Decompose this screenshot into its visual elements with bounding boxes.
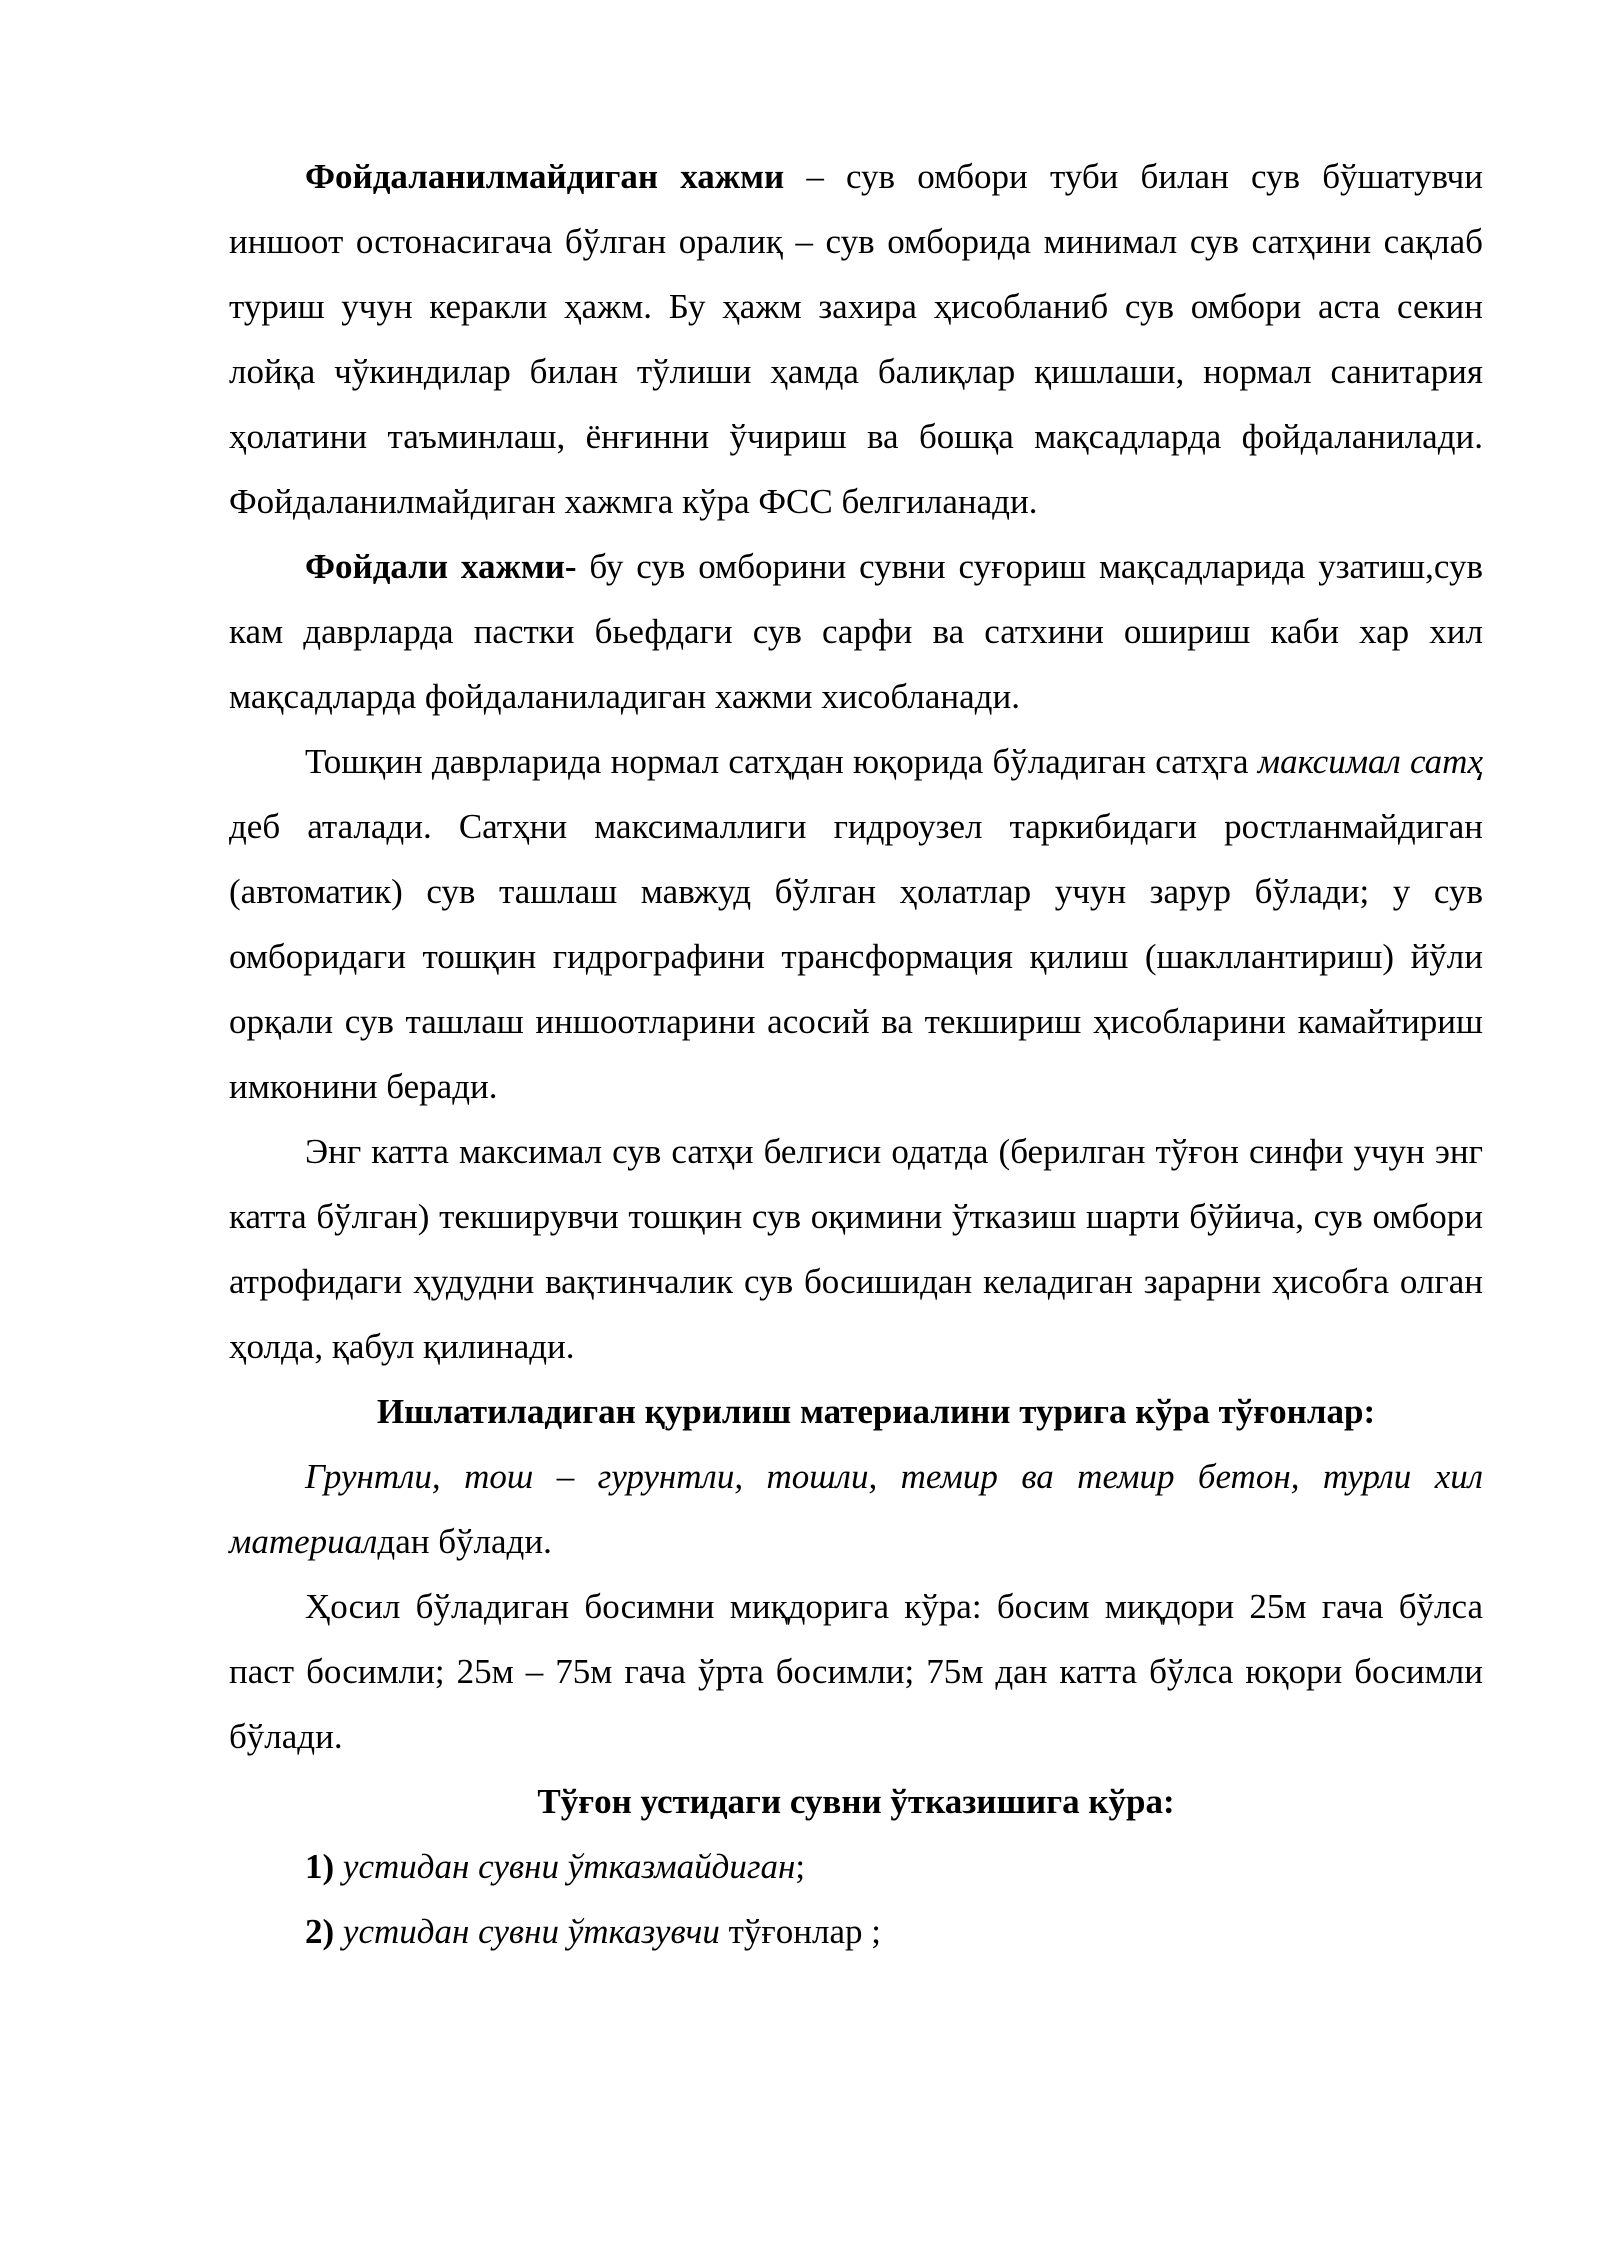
paragraph-text: – сув омбори туби билан сув бўшатувчи иншоот остонасигача бўлган оралиқ – сув омборида минимал сув сатҳини сақлаб туриш учун керакли ҳажм. Бу ҳажм захира ҳисобланиб сув омбори аста секин лойқа чўкиндилар билан тўлиши ҳамда балиқлар қишлаши, нормал санитария ҳолатини таъминлаш, ёнғинни ўчириш ва бошқа мақсадларда фойдаланилади. Фойдаланилмайдиган хажмга кўра ФСС белгиланади. xyxy=(229,157,1483,521)
paragraph-text: бу сув омборини сувни суғориш мақсадларида узатиш,сув кам даврларда пастки бьефдаги сув сарфи ва сатхини ошириш каби хар хил мақсадларда фойдаланиладиган хажми хисобланади. xyxy=(229,547,1483,716)
list-item-italic: устидан сувни ўтказувчи xyxy=(334,1912,720,1951)
paragraph-text: Тошқин даврларида нормал сатҳдан юқорида бўладиган сатҳга xyxy=(305,742,1258,781)
paragraph-text: дан бўлади. xyxy=(377,1522,552,1561)
paragraph-text: деб аталади. Сатҳни максималлиги гидроузел таркибидаги ростланмайдиган (автоматик) сув ташлаш мавжуд бўлган ҳолатлар учун зарур бўлади; у сув омборидаги тошқин гидрографини трансформация қилиш (шакллантириш) йўли орқали сув ташлаш иншоотларини асосий ва текшириш ҳисобларини камайтириш имконини беради. xyxy=(229,807,1483,1106)
document-page xyxy=(229,144,1483,1964)
paragraph-useful-volume xyxy=(229,534,1483,729)
paragraph-unused-volume xyxy=(229,144,1483,534)
paragraph-pressure-classes xyxy=(229,1574,1483,1769)
material-list-italic: Грунтли, тош – гурунтли, тошли, темир ва темир бетон, турли хил материал xyxy=(229,1457,1483,1561)
paragraph-text: Ҳосил бўладиган босимни миқдорига кўра: босим миқдори 25м гача бўлса паст босимли; 25м – 75м гача ўрта босимли; 75м дан катта бўлса юқори босимли бўлади. xyxy=(229,1587,1483,1756)
list-item xyxy=(229,1899,1483,1964)
paragraph-text: Энг катта максимал сув сатҳи белгиси одатда (берилган тўғон синфи учун энг катта бўлган) текширувчи тошқин сув оқимини ўтказиш шарти бўйича, сув омбори атрофидаги ҳудудни вақтинчалик сув босишидан келадиган зарарни ҳисобга олган ҳолда, қабул қилинади. xyxy=(229,1132,1483,1366)
term-max-level: максимал сатҳ xyxy=(1257,742,1483,781)
list-number: 2) xyxy=(305,1912,335,1951)
list-item-text: ; xyxy=(795,1847,806,1886)
heading-material-types: Ишлатиладиган қурилиш материалини турига кўра тўғонлар: xyxy=(376,1392,1376,1431)
paragraph-flood-level xyxy=(229,729,1483,1119)
heading-overflow-types: Тўғон устидаги сувни ўтказишига кўра: xyxy=(537,1782,1175,1821)
term-useful-volume: Фойдали хажми- xyxy=(305,547,577,586)
term-unused-volume: Фойдаланилмайдиган хажми xyxy=(305,157,785,196)
list-item-text: тўғонлар ; xyxy=(719,1912,881,1951)
list-item xyxy=(229,1834,1483,1899)
paragraph-material-list xyxy=(229,1444,1483,1574)
paragraph-max-level-mark xyxy=(229,1119,1483,1379)
list-item-italic: устидан сувни ўтказмайдиган xyxy=(334,1847,796,1886)
list-number: 1) xyxy=(305,1847,335,1886)
